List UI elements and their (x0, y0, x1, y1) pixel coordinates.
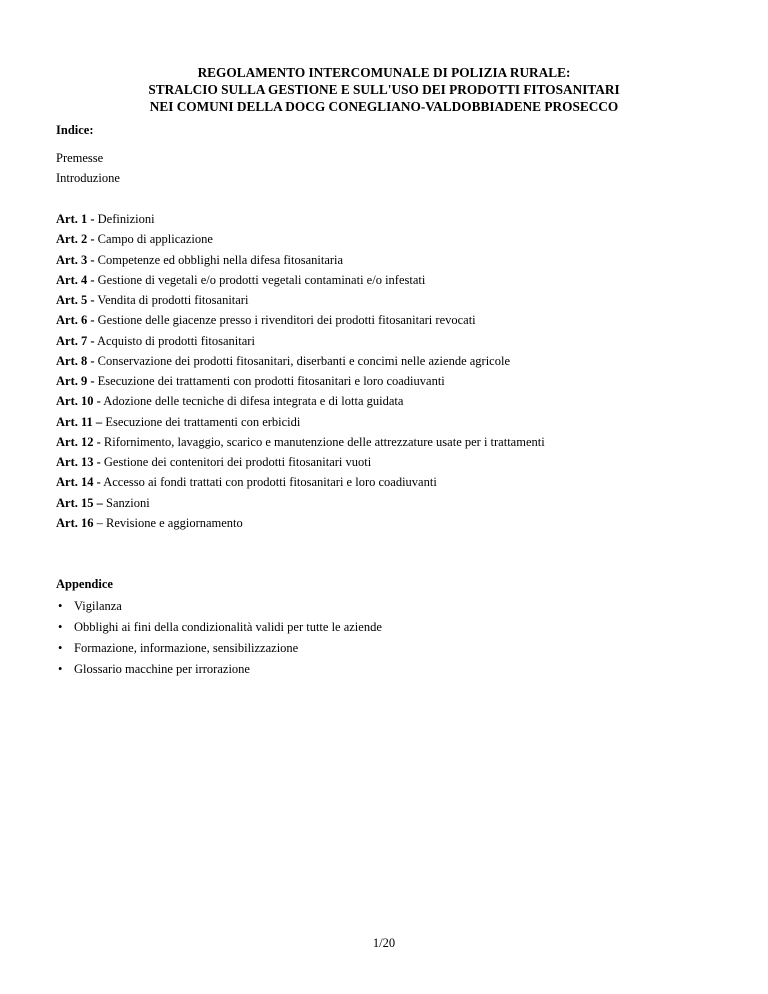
intro-item-premesse: Premesse (56, 151, 104, 165)
article-title: Gestione delle giacenze presso i rivenditori dei prodotti fitosanitari revocati (94, 313, 476, 328)
article-number: Art. 6 - (56, 313, 95, 328)
bullet-icon: • (58, 620, 63, 634)
bullet-icon: • (58, 641, 63, 655)
bullet-icon: • (58, 662, 63, 676)
article-item (56, 373, 756, 393)
article-item (56, 333, 756, 353)
appendix-item (56, 640, 382, 661)
article-item (56, 393, 756, 413)
article-number: Art. 16 (56, 515, 94, 530)
article-number: Art. 14 - (56, 475, 101, 490)
index-heading: Indice: (56, 123, 94, 137)
article-item (56, 474, 756, 494)
article-number: Art. 3 - (56, 252, 95, 267)
article-number: Art. 2 - (56, 232, 95, 247)
article-item (56, 353, 756, 373)
article-number: Art. 12 - (56, 434, 101, 449)
appendix-heading: Appendice (56, 577, 113, 591)
article-title: Conservazione dei prodotti fitosanitari, diserbanti e concimi nelle aziende agricole (94, 353, 511, 368)
article-item (56, 454, 756, 474)
article-title: Esecuzione dei trattamenti con erbicidi (102, 414, 301, 429)
article-item (56, 211, 756, 231)
appendix-item-label: Formazione, informazione, sensibilizzazione (74, 641, 299, 655)
article-item (56, 231, 756, 251)
article-item (56, 272, 756, 292)
article-number: Art. 1 - (56, 212, 95, 226)
article-title: Sanzioni (102, 495, 150, 510)
article-item (56, 515, 756, 535)
article-item (56, 495, 756, 515)
article-title: Competenze ed obblighi nella difesa fitosanitaria (94, 252, 344, 267)
appendix-list (56, 598, 382, 682)
article-number: Art. 13 - (56, 455, 101, 469)
appendix-item-label: Glossario macchine per irrorazione (74, 662, 250, 676)
title-line: STRALCIO SULLA GESTIONE E SULL'USO DEI PRODOTTI FITOSANITARI (148, 82, 620, 97)
article-title: Rifornimento, lavaggio, scarico e manutenzione delle attrezzature usate per i trattamenti (100, 434, 545, 449)
article-title: Acquisto di prodotti fitosanitari (94, 333, 255, 348)
intro-list (56, 150, 120, 190)
article-title: Gestione di vegetali e/o prodotti vegetali contaminati e/o infestati (94, 272, 426, 287)
bullet-icon: • (58, 599, 63, 613)
article-number: Art. 4 - (56, 272, 95, 287)
title-line: REGOLAMENTO INTERCOMUNALE DI POLIZIA RURALE: (197, 65, 571, 80)
appendix-item (56, 661, 382, 682)
title-line: NEI COMUNI DELLA DOCG CONEGLIANO-VALDOBBIADENE PROSECCO (149, 99, 619, 114)
article-title: Definizioni (94, 212, 155, 226)
appendix-item (56, 598, 382, 619)
appendix-item (56, 619, 382, 640)
article-title: Gestione dei contenitori dei prodotti fitosanitari vuoti (100, 455, 372, 469)
article-title: Vendita di prodotti fitosanitari (94, 293, 249, 307)
article-item (56, 292, 756, 312)
article-title: Campo di applicazione (94, 232, 213, 247)
article-number: Art. 8 - (56, 353, 95, 368)
article-item (56, 312, 756, 332)
appendix-item-label: Obblighi ai fini della condizionalità validi per tutte le aziende (74, 620, 382, 634)
article-item (56, 252, 756, 272)
article-number: Art. 15 – (56, 495, 103, 510)
article-number: Art. 10 - (56, 394, 101, 409)
intro-item-introduzione: Introduzione (56, 171, 120, 185)
article-number: Art. 9 - (56, 374, 95, 388)
article-number: Art. 11 – (56, 414, 103, 429)
articles-list (56, 211, 756, 535)
article-item (56, 414, 756, 434)
article-title: Adozione delle tecniche di difesa integrata e di lotta guidata (100, 394, 404, 409)
article-title: – Revisione e aggiornamento (93, 515, 243, 530)
appendix-item-label: Vigilanza (74, 599, 122, 613)
page-number: 1/20 (372, 936, 396, 950)
article-number: Art. 5 - (56, 293, 95, 307)
article-title: Accesso ai fondi trattati con prodotti fitosanitari e loro coadiuvanti (100, 475, 437, 490)
article-title: Esecuzione dei trattamenti con prodotti fitosanitari e loro coadiuvanti (94, 374, 445, 388)
document-title (0, 64, 768, 115)
article-number: Art. 7 - (56, 333, 95, 348)
article-item (56, 434, 756, 454)
